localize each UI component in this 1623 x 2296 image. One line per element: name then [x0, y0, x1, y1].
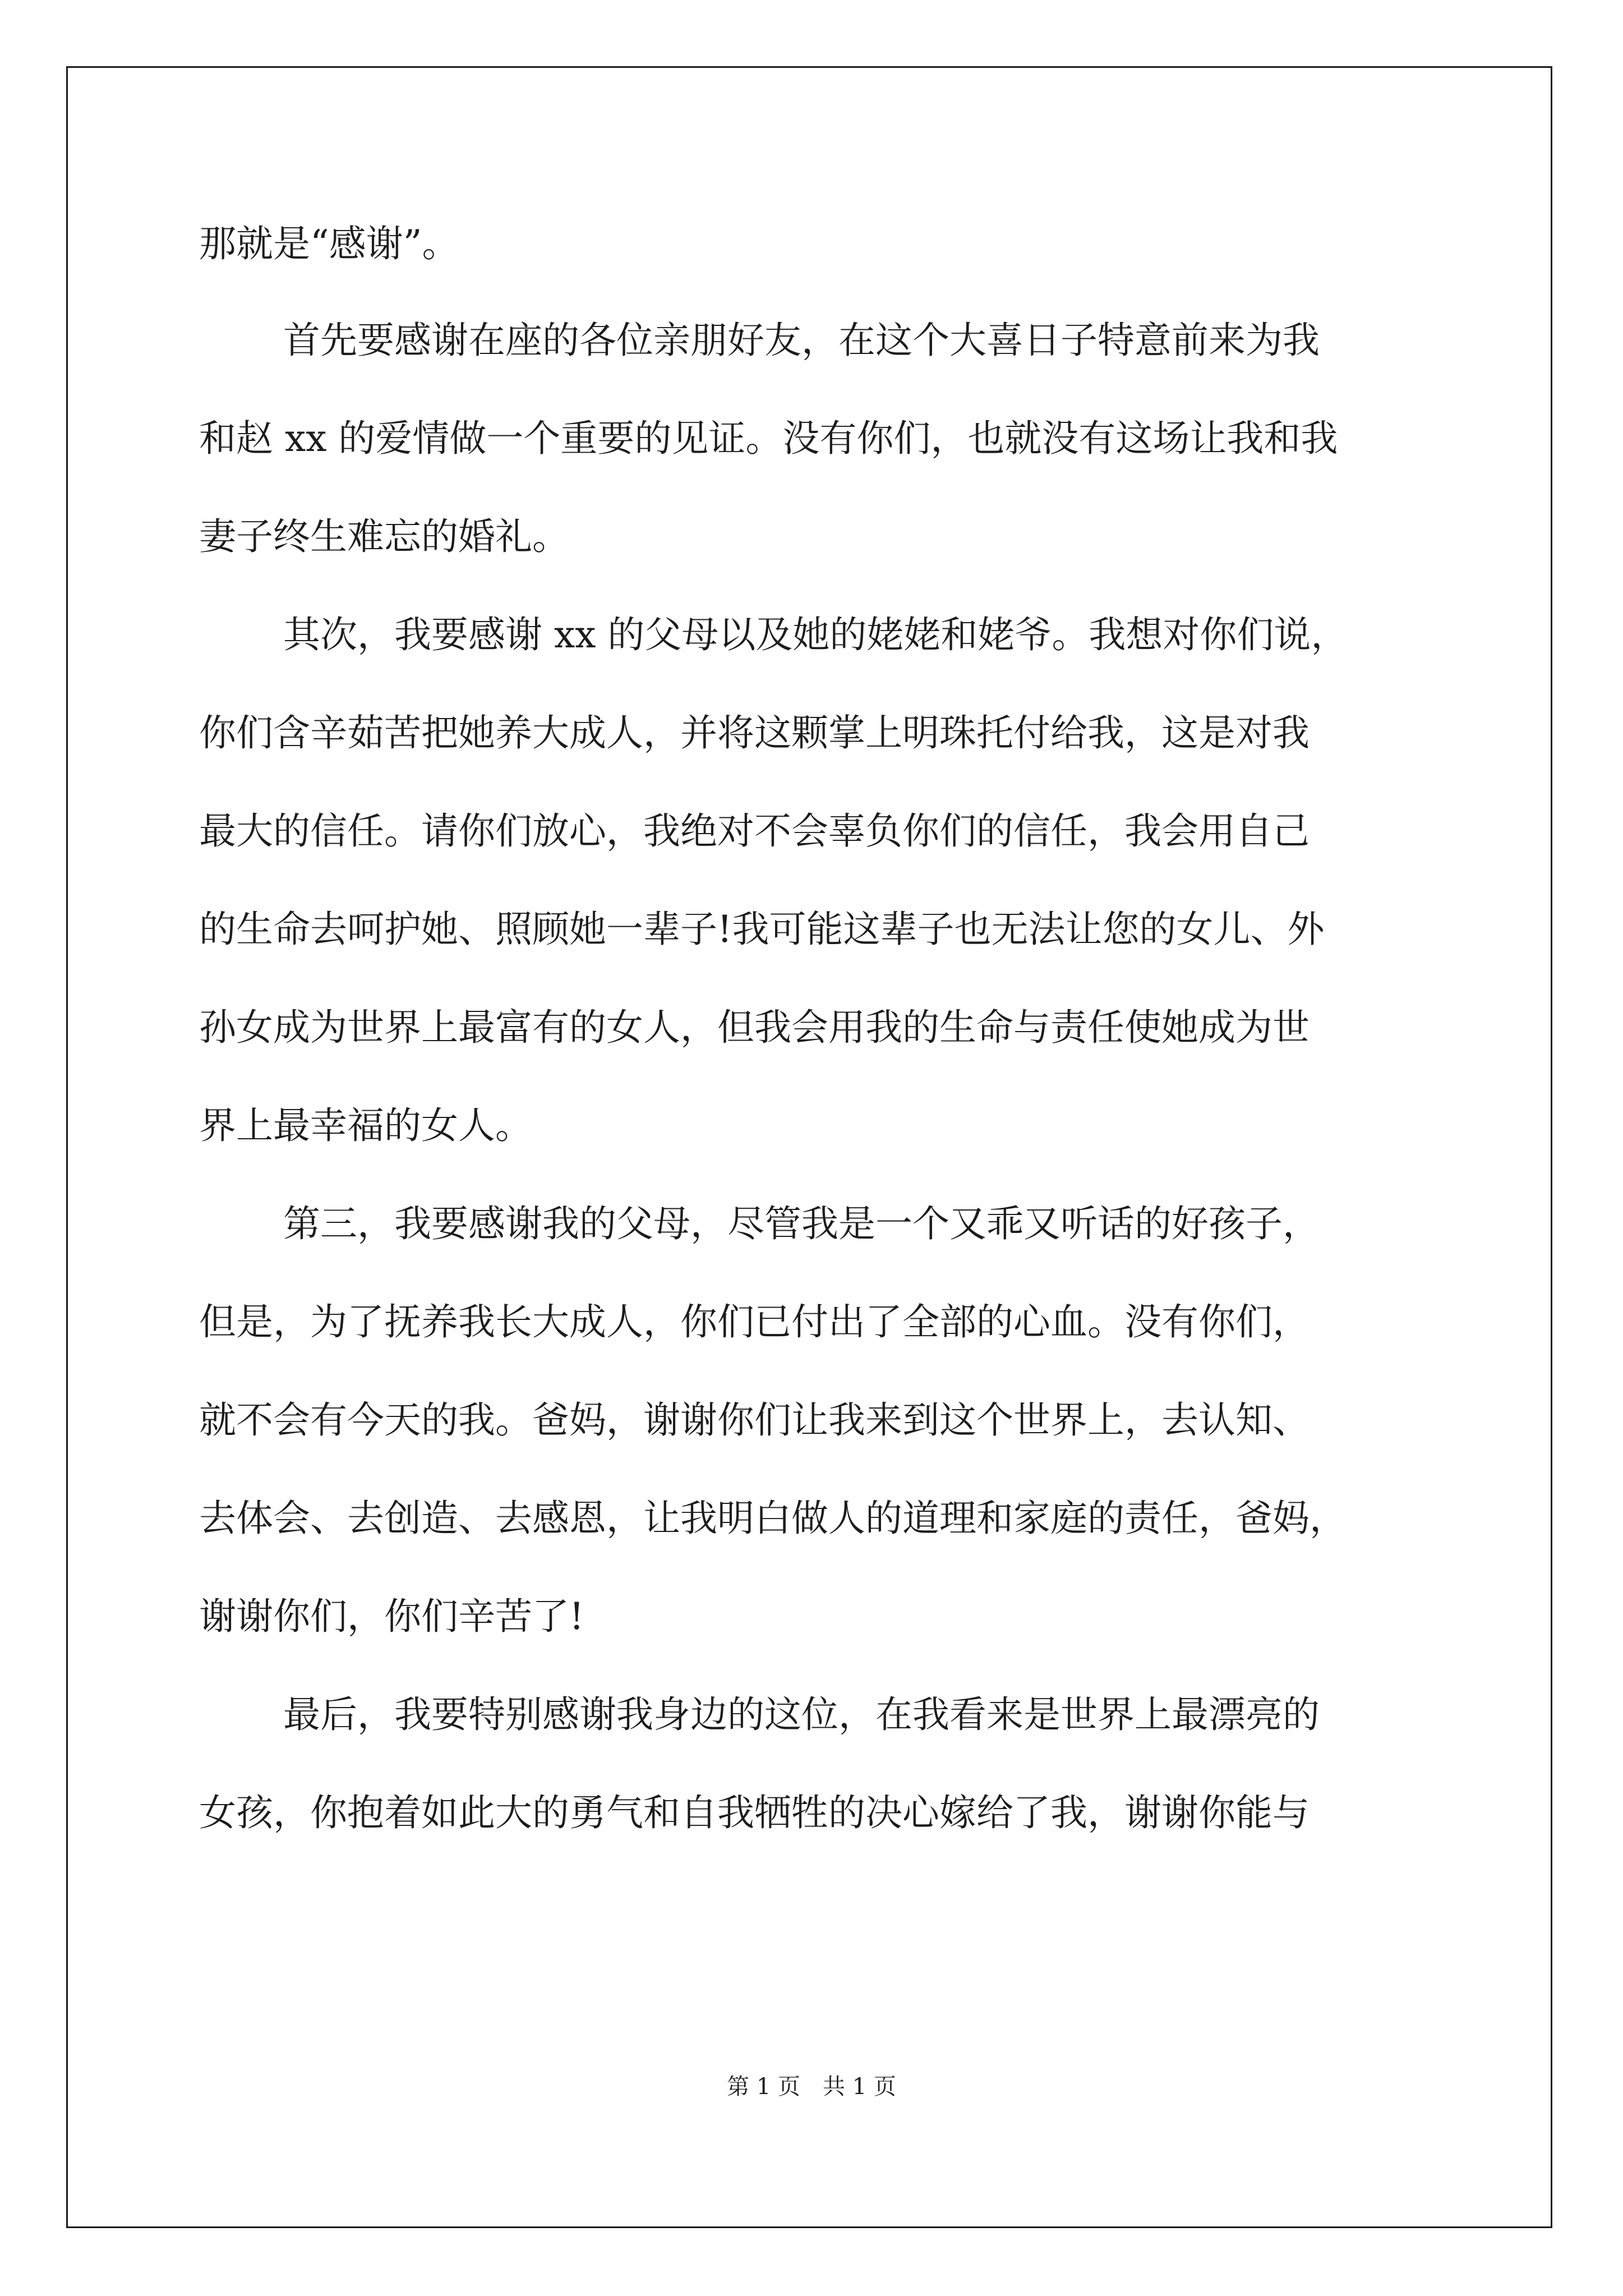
text-line: 的生命去呵护她、照顾她一辈子!我可能这辈子也无法让您的女儿、外	[199, 908, 1325, 951]
page-number-footer: 第 1 页 共 1 页	[727, 2074, 896, 2100]
text-line: 但是，为了抚养我长大成人，你们已付出了全部的心血。没有你们，	[199, 1300, 1310, 1343]
text-line: 首先要感谢在座的各位亲朋好友，在这个大喜日子特意前来为我	[283, 319, 1320, 362]
text-line: 去体会、去创造、去感恩，让我明白做人的道理和家庭的责任，爸妈，	[199, 1497, 1347, 1540]
text-line: 谢谢你们，你们辛苦了!	[199, 1595, 584, 1638]
text-line: 第三，我要感谢我的父母，尽管我是一个又乖又听话的好孩子，	[283, 1202, 1320, 1245]
text-line: 最后，我要特别感谢我身边的这位，在我看来是世界上最漂亮的	[283, 1693, 1320, 1736]
text-line: 最大的信任。请你们放心，我绝对不会辜负你们的信任，我会用自己	[199, 809, 1310, 853]
text-line: 其次，我要感谢 xx 的父母以及她的姥姥和姥爷。我想对你们说，	[283, 613, 1348, 656]
text-line: 女孩，你抱着如此大的勇气和自我牺牲的决心嫁给了我，谢谢你能与	[199, 1791, 1310, 1834]
text-line: 你们含辛茹苦把她养大成人，并将这颗掌上明珠托付给我，这是对我	[199, 711, 1310, 754]
text-line: 界上最幸福的女人。	[199, 1104, 532, 1147]
text-line: 妻子终生难忘的婚礼。	[199, 515, 569, 558]
text-line: 孙女成为世界上最富有的女人，但我会用我的生命与责任使她成为世	[199, 1006, 1310, 1049]
text-line: 那就是“感谢”。	[199, 222, 459, 265]
text-line: 就不会有今天的我。爸妈，谢谢你们让我来到这个世界上，去认知、	[199, 1398, 1310, 1442]
text-line: 和赵 xx 的爱情做一个重要的见证。没有你们，也就没有这场让我和我	[199, 417, 1338, 460]
